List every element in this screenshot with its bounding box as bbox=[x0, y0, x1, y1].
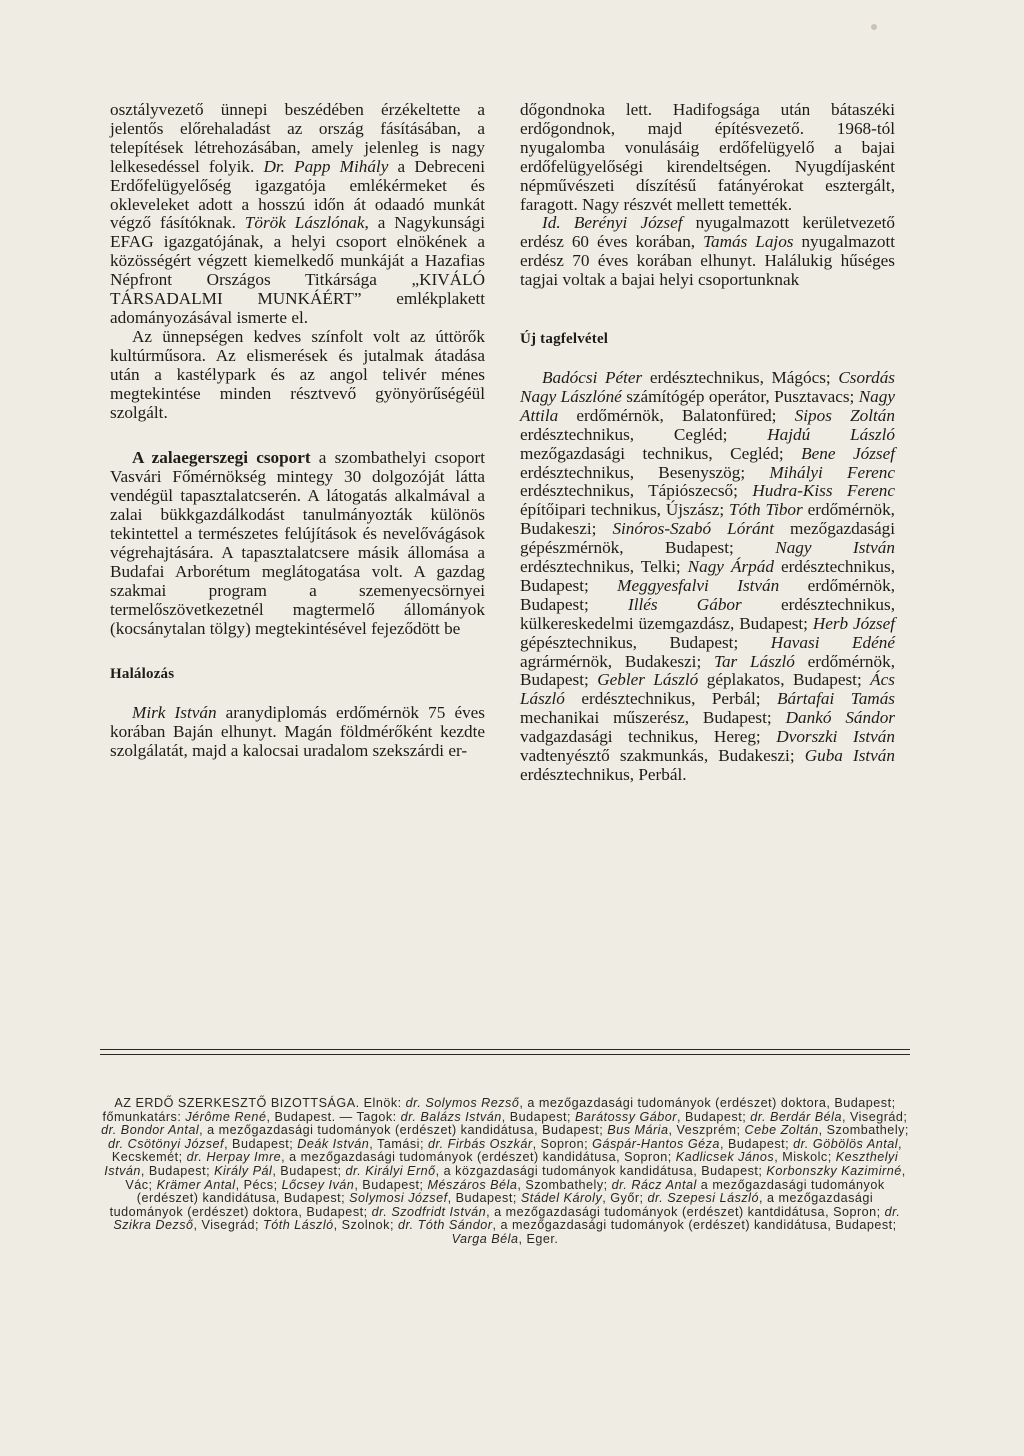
paragraph-new-members bbox=[520, 369, 895, 785]
person-name: Nagy Árpád bbox=[687, 557, 774, 577]
text-run: , a mezőgazdasági tudományok (erdészet) kantdidátusa, Sopron; bbox=[486, 1204, 885, 1219]
text-run: , a mezőgazdasági tudományok (erdészet) doktora, Budapest; bbox=[109, 1191, 874, 1219]
text-run: , Győr; bbox=[602, 1191, 648, 1206]
person-name: Nagy István bbox=[775, 538, 895, 558]
text-run: erdésztechnikus, Cegléd; bbox=[520, 424, 768, 444]
person-name: Stádel Károly bbox=[520, 1191, 603, 1206]
left-column bbox=[110, 101, 485, 761]
paper-spot bbox=[871, 24, 877, 30]
text-run: vadtenyésztő szakmunkás, Budakeszi; bbox=[520, 746, 805, 766]
person-name: dr. Királyi Ernő bbox=[345, 1163, 436, 1178]
text-run: a mezőgazdasági tudományok (erdészet) kandidátusa, Budapest; bbox=[136, 1177, 885, 1206]
text-run: , Sopron; bbox=[532, 1136, 593, 1151]
text-run: erdésztechnikus, Besenyszög; bbox=[520, 462, 770, 482]
person-name: Ács László bbox=[520, 670, 895, 709]
person-name: dr. Berdár Béla bbox=[750, 1109, 842, 1124]
person-name: Dvorszki István bbox=[776, 727, 895, 747]
text-run: erdésztechnikus, Mágócs; bbox=[642, 367, 839, 387]
person-name: Badócsi Péter bbox=[542, 367, 643, 387]
editorial-board bbox=[100, 1097, 910, 1247]
text-run: erdőmérnök, Balatonfüred; bbox=[558, 405, 795, 425]
text-run: , Budapest; bbox=[354, 1177, 428, 1192]
person-name: Mészáros Béla bbox=[427, 1177, 518, 1192]
person-name: dr. Szepesi László bbox=[647, 1191, 759, 1206]
divider-rule bbox=[100, 1049, 910, 1050]
person-name: dr. Bondor Antal bbox=[101, 1123, 200, 1138]
text-run: , Budapest; bbox=[224, 1136, 298, 1151]
text-run: erdésztechnikus, Perbál; bbox=[564, 689, 777, 709]
person-name: Kadlicsek János bbox=[675, 1150, 775, 1165]
text-run: , Miskolc; bbox=[774, 1150, 836, 1165]
paragraph-obituary-continued: dőgondnoka lett. Hadifogsága után bátaszéki erdőgondnok, majd építésvezető. 1968-tól nyugalomba vonulásáig erdőfelügyelő a bajai erdőfelügyelőségi kirendeltségen. Nyugdíjasként népművészeti díszítésű fatányérokat esztergált, faragott. Nagy részvét mellett temették. bbox=[520, 100, 895, 214]
paragraph-zalaegerszeg bbox=[110, 449, 485, 638]
person-name: dr. Göbölös Antal bbox=[793, 1136, 899, 1151]
person-name: dr. Tóth Sándor bbox=[397, 1218, 493, 1233]
person-name: Bártafai Tamás bbox=[776, 689, 895, 709]
text-run: erdésztechnikus, Telki; bbox=[520, 557, 688, 577]
paragraph-ceremony bbox=[110, 101, 485, 328]
person-name: dr. Herpay Imre bbox=[186, 1150, 282, 1165]
text-run: erdőmérnök, Budapest; bbox=[520, 651, 895, 690]
person-name: Lőcsey Iván bbox=[281, 1177, 355, 1192]
paragraph-zalaegerszeg-text: a szombathelyi csoport Vasvári Főmérnökség mintegy 30 dolgozóját látta vendégül tapasztalatcserén. A látogatás alkalmával a zalai bükkgazdálkodást tanulmányozták különös tekintettel a természetes felújítások és nevelővágások végrehajtására. A tapasztalatcsere másik állomása a Budafai Arborétum meglátogatása volt. A gazdag szakmai program a szemenyecsörnyei termelőszövetkezetnél magtermelő állományok (kocsánytalan tölgy) megtekintésével fejeződött be bbox=[110, 448, 485, 638]
person-name: Meggyesfalvi István bbox=[617, 575, 780, 595]
text-run: mechanikai műszerész, Budapest; bbox=[520, 708, 786, 728]
section-heading-new-members: Új tagfelvétel bbox=[520, 331, 609, 348]
text-run: erdőmérnök, Budakeszi; bbox=[520, 500, 895, 539]
text-run: , a mezőgazdasági tudományok (erdészet) kandidátusa, Sopron; bbox=[281, 1150, 676, 1165]
text-run: erdésztechnikus, Tápiószecső; bbox=[520, 481, 753, 501]
person-name: Hudra-Kiss Ferenc bbox=[752, 481, 895, 501]
text-run: , Budapest; bbox=[677, 1109, 751, 1124]
divider-rule-second bbox=[100, 1054, 910, 1055]
person-name: Tóth Tibor bbox=[729, 500, 803, 520]
text-run: , Kecskemét; bbox=[111, 1136, 903, 1165]
person-name: dr. Rácz Antal bbox=[611, 1177, 697, 1192]
person-name: Dankó Sándor bbox=[785, 708, 895, 728]
person-name: Bus Mária bbox=[607, 1123, 669, 1138]
text-run: agrármérnök, Budakeszi; bbox=[520, 651, 714, 671]
person-name: Korbonszky Kazimirné bbox=[766, 1163, 902, 1178]
person-name: Jérôme René bbox=[185, 1109, 267, 1124]
person-name: Dr. Papp Mihály bbox=[263, 156, 389, 176]
person-name: Bene József bbox=[801, 443, 896, 463]
right-column bbox=[520, 101, 895, 785]
text-run: , Visegrád; bbox=[841, 1109, 908, 1124]
person-name: dr. Szodfridt István bbox=[371, 1204, 487, 1219]
text-run: osztályvezető ünnepi beszédében érzékeltette a jelentős előrehaladást az ország fásításában, a telepítések létrehozásában, amely jelenleg is nagy lelkesedéssel folyik. bbox=[110, 100, 485, 176]
text-run: , Budapest; bbox=[140, 1163, 215, 1178]
text-run: , Budapest; bbox=[501, 1109, 575, 1124]
group-name: A zalaegerszegi csoport bbox=[132, 448, 311, 468]
paragraph-program: Az ünnepségen kedves színfolt volt az úttörők kultúrműsora. Az elismerések és jutalmak átadása után a kastélypark és az angol telivér ménes megtekintése minden résztvevő gyönyörűségéül szolgált. bbox=[110, 326, 485, 422]
text-run: számítógép operátor, Pusztavacs; bbox=[621, 386, 859, 406]
text-run: nyugalmazott kerületvezető erdész 60 éves korában, bbox=[520, 213, 895, 252]
person-name: Illés Gábor bbox=[627, 594, 742, 614]
person-name: Keszthelyi István bbox=[104, 1150, 899, 1178]
text-run: vadgazdasági technikus, Hereg; bbox=[520, 727, 777, 747]
person-name: Havasi Edéné bbox=[770, 632, 895, 652]
text-run: , Veszprém; bbox=[668, 1123, 745, 1138]
person-name: Nagy Attila bbox=[520, 386, 895, 425]
text-run: , Vác; bbox=[125, 1163, 906, 1192]
text-run: , Tamási; bbox=[369, 1136, 428, 1151]
person-name: Király Pál bbox=[214, 1163, 273, 1178]
person-name: Guba István bbox=[804, 746, 895, 766]
text-run: aranydiplomás erdőmérnök 75 éves korában Baján elhunyt. Magán földmérőként kezdte szolgálatát, majd a kalocsai uradalom szekszárdi er- bbox=[110, 703, 485, 761]
text-run: , Budapest. — Tagok: bbox=[266, 1109, 401, 1124]
text-run: , a mezőgazdasági tudományok (erdészet) kandidátusa, Budapest; bbox=[492, 1218, 897, 1233]
person-name: dr. Solymos Rezső bbox=[405, 1096, 520, 1110]
text-run: mezőgazdasági gépészmérnök, Budapest; bbox=[520, 519, 896, 558]
person-name: dr. Balázs István bbox=[400, 1109, 502, 1124]
editorial-board-text bbox=[100, 1097, 910, 1247]
text-run: erdésztechnikus, Budapest; bbox=[520, 557, 896, 595]
person-name: Gebler László bbox=[597, 670, 699, 690]
text-run: gépésztechnikus, Budapest; bbox=[520, 632, 771, 652]
person-name: Mihályi Ferenc bbox=[769, 462, 895, 482]
text-run: erdésztechnikus, Perbál. bbox=[520, 765, 687, 784]
paragraph-obituary bbox=[110, 704, 485, 761]
text-run: , a Nagykunsági EFAG igazgatójának, a helyi csoport elnökének a közösségért végzett kiemelkedő munkáját a Hazafias Népfront Országos Titkársága „KIVÁLÓ TÁRSADALMI MUNKÁÉRT” emlékplakett adományozásával ismerte el. bbox=[110, 213, 485, 327]
person-name: Török Lászlónak bbox=[244, 213, 365, 233]
text-run: , a közgazdasági tudományok kandidátusa, Budapest; bbox=[435, 1163, 767, 1178]
text-run: , Budapest; bbox=[719, 1136, 794, 1151]
text-run: a Debreceni Erdőfelügyelőség igazgatója emlékérmeket és okleveleket adott a hosszú időn át odaadó munkát végző fásítóknak. bbox=[110, 156, 485, 233]
text-run: , a mezőgazdasági tudományok (erdészet) doktora, Budapest; főmunkatárs: bbox=[102, 1096, 896, 1124]
text-run: építőipari technikus, Újszász; bbox=[520, 500, 730, 520]
text-run: géplakatos, Budapest; bbox=[698, 670, 871, 690]
person-name: Barátossy Gábor bbox=[575, 1109, 677, 1124]
person-name: Sinóros-Szabó Lóránt bbox=[612, 519, 774, 539]
person-name: Herb József bbox=[812, 613, 895, 633]
text-run: erdőmérnök, Budapest; bbox=[520, 575, 895, 614]
person-name: Solymosi József bbox=[349, 1191, 448, 1206]
person-name: Csordás Nagy Lászlóné bbox=[520, 367, 895, 406]
text-run: AZ ERDŐ SZERKESZTŐ BIZOTTSÁGA. Elnök: bbox=[114, 1096, 406, 1110]
person-name: Hajdú László bbox=[767, 424, 895, 444]
person-name: Tóth László bbox=[263, 1218, 334, 1233]
person-name: dr. Szikra Dezső bbox=[113, 1204, 901, 1233]
text-run: , Pécs; bbox=[235, 1177, 282, 1192]
section-heading-deaths: Halálozás bbox=[110, 666, 175, 683]
person-name: Krämer Antal bbox=[156, 1177, 236, 1192]
text-run: , Szombathely; bbox=[517, 1177, 612, 1192]
person-name: dr. Firbás Oszkár bbox=[427, 1136, 533, 1151]
text-run: erdésztechnikus, külkereskedelmi üzemgazdász, Budapest; bbox=[520, 594, 895, 633]
person-name: Deák István bbox=[297, 1136, 370, 1151]
text-run: nyugalmazott erdész 70 éves korában elhunyt. Halálukig hűséges tagjai voltak a bajai helyi csoportunknak bbox=[520, 232, 895, 290]
text-run: , Budapest; bbox=[447, 1191, 521, 1206]
text-run: , Szombathely; bbox=[818, 1123, 909, 1138]
text-run: , a mezőgazdasági tudományok (erdészet) kandidátusa, Budapest; bbox=[199, 1123, 608, 1138]
text-run: , Eger. bbox=[518, 1231, 559, 1246]
paragraph-obituary-others bbox=[520, 214, 895, 290]
person-name: Gáspár-Hantos Géza bbox=[592, 1136, 720, 1151]
person-name: dr. Csötönyi József bbox=[107, 1136, 225, 1151]
person-name: Cebe Zoltán bbox=[744, 1123, 819, 1138]
person-name: Mirk István bbox=[132, 703, 217, 723]
person-name: Tamás Lajos bbox=[703, 232, 794, 252]
text-run: mezőgazdasági technikus, Cegléd; bbox=[520, 443, 802, 463]
text-run: , Budapest; bbox=[272, 1163, 346, 1178]
text-run: , Visegrád; bbox=[193, 1218, 264, 1233]
person-name: Tar László bbox=[713, 651, 795, 671]
text-run: , Szolnok; bbox=[333, 1218, 398, 1233]
person-name: Varga Béla bbox=[451, 1231, 519, 1246]
person-name: Sipos Zoltán bbox=[794, 405, 895, 425]
person-name: Id. Berényi József bbox=[542, 213, 683, 233]
